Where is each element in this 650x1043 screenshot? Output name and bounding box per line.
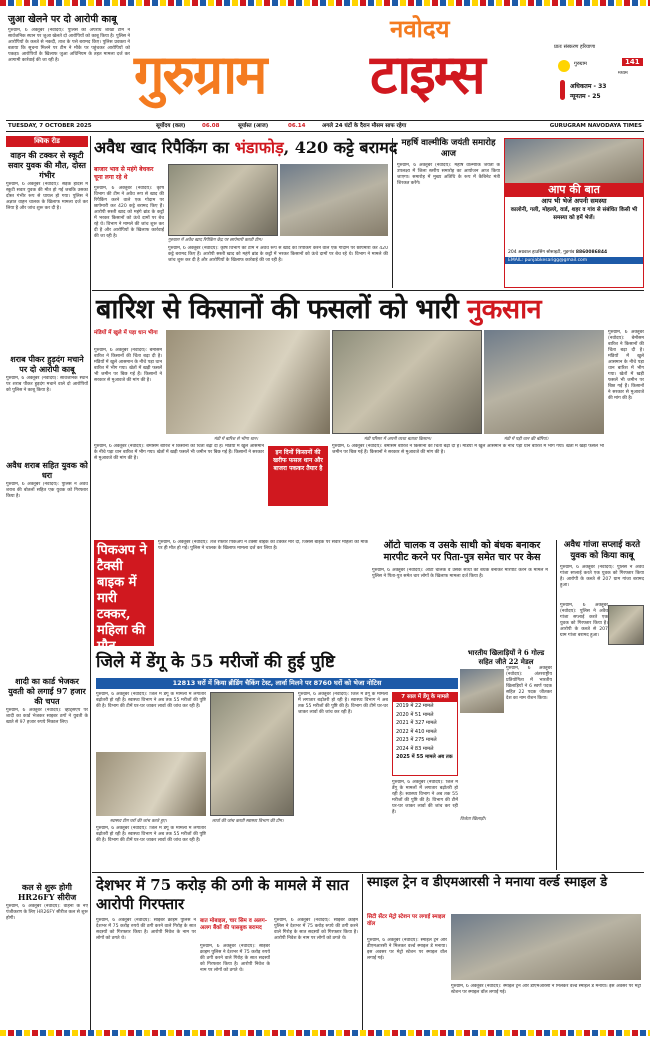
rain-highlight-box: इन दिनों किसानों की खरीफ फसल धान और बाजरा पककर तैयार है — [268, 446, 328, 506]
dengue-sub: 12813 घरों में किया ब्रीडिंग चैकिंग टेस्ट, लार्वा मिलने पर 8760 घरों को भेजा नोटिस — [96, 678, 458, 689]
rain-photo-1 — [166, 330, 330, 434]
edition-label: प्रातः संस्करण हरियाणा — [554, 44, 596, 50]
lead-body: गुरुग्राम, 6 अक्तूबर (नवोदय): कृषि विभाग की टीम ने अवैध रूप से खाद की रिपैकिंग करने वाले एक गोदाम पर छापेमारी कर 420 कट्टे बरामद किए हैं। आरोपी सस्ती खाद को महंगे ब्रांड के कट्टों में भरकर किसानों को ऊंचे दामों पर बेच रहे थे। विभाग ने मामले की जांच शुरू कर दी है और आरोपियों के खिलाफ कार्रवाई की जा रही है। — [94, 186, 164, 239]
fraud-headline: देशभर में 75 करोड़ की ठगी के मामले में सात आरोपी गिरफ्तार — [96, 876, 349, 913]
dengue-year-row: 2024 में 83 मामले — [396, 745, 434, 752]
rain-caption-1: मंडी में बारिश से भीगा धान। — [214, 437, 259, 442]
rain-caption-2: मंडी परिसर में अपनी व्यथा बताता किसान। — [364, 437, 432, 442]
smile-kicker: सिटी सेंटर मेट्रो स्टेशन पर लगाई स्माइल वॉल — [367, 914, 446, 927]
weather-box — [556, 44, 644, 118]
sidebar-story-title: अवैध शराब सहित युवक को धरा — [6, 460, 88, 480]
rain-body-3: गुरुग्राम, 6 अक्तूबर (नवोदय): बेमौसम बारिश ने किसानों की चिंता बढ़ा दी है। मंडियों में खुले आसमान के नीचे पड़ा धान बारिश में भीग गया। खेतों में खड़ी फसलें भी जमीन पर बिछ गई हैं। किसानों ने सरकार से मुआवजे की मांग की है। — [332, 444, 604, 455]
section-rule-2 — [92, 872, 644, 873]
sidebar-story-body: गुरुग्राम, 6 अक्तूबर (नवोदय): वाहनों के नए पंजीकरण के लिए HR26FY सीरीज कल से शुरू होगी। — [6, 904, 88, 921]
masthead-times: टाइम्स — [370, 42, 484, 106]
rain-body: गुरुग्राम, 6 अक्तूबर (नवोदय): बेमौसम बारिश ने किसानों की चिंता बढ़ा दी है। मंडियों में खुले आसमान के नीचे पड़ा धान बारिश में भीग गया। खेतों में खड़ी फसलें भी जमीन पर बिछ गई हैं। किसानों ने सरकार से मुआवजे की मांग की है। — [94, 348, 162, 383]
dengue-caption-2: लार्वा की जांच करती स्वास्थ्य विभाग की टीम। — [212, 819, 284, 824]
aqi-badge: 141 — [622, 58, 643, 66]
sunrise-value: 06.08 — [202, 123, 220, 129]
dengue-body-2: गुरुग्राम, 6 अक्तूबर (नवोदय): जिले में डेंगू के मामलों में लगातार बढ़ोतरी हो रही है। स्वास्थ्य विभाग ने अब तक 55 मरीजों की पुष्टि की है। विभाग की टीमें घर-घर जाकर लार्वा की जांच कर रही हैं। — [96, 826, 206, 843]
section-rule — [92, 290, 644, 291]
quick-read-sidebar — [6, 136, 88, 1036]
ganja-title: अवैध गांजा सप्लाई करते युवक को किया काबू — [563, 540, 641, 561]
sunset-value: 06.14 — [288, 123, 306, 129]
valmiki-body: गुरुग्राम, 6 अक्तूबर (नवोदय): महर्षि वाल्मीकि जयंती के उपलक्ष्य में जिला स्तरीय समारोह का आयोजन आज किया जाएगा। समारोह में मुख्य अतिथि के रूप में कैबिनेट मंत्री शिरकत करेंगे। — [397, 163, 500, 186]
dengue-year-row: 2025 में 55 मामले अब तक — [396, 754, 453, 760]
auto-title: ऑटो चालक व उसके साथी को बंधक बनाकर मारपीट करने पर पिता-पुत्र समेत चार पर केस — [383, 540, 541, 563]
aap-subtitle: आप भी भेजें अपनी समस्या — [541, 197, 607, 205]
aap-address-text: 204 अग्रवाल हाउसिंग सोसाइटी, गुड़गांव — [508, 250, 575, 255]
brand-name: GURUGRAM NAVODAYA TIMES — [549, 123, 642, 129]
smile-photo — [451, 914, 641, 980]
sidebar-story-body: गुरुग्राम, 6 अक्तूबर (नवोदय): सड़क हादसे में स्कूटी सवार युवक की मौत हो गई जबकि उसका दोस्त गंभीर रूप से घायल हो गया। पुलिस ने अज्ञात वाहन चालक के खिलाफ मामला दर्ज कर लिया है और जांच शुरू कर दी है। — [6, 182, 88, 211]
auto-body: गुरुग्राम, 6 अक्तूबर (नवोदय): ऑटो चालक व उसके साथी को बंधक बनाकर मारपीट करने के मामले में पुलिस ने पिता-पुत्र समेत चार लोगों के खिलाफ मामला दर्ज किया है। — [372, 568, 548, 579]
accident-box — [94, 540, 154, 654]
smile-headline: स्माइल ट्रेन व डीएमआरसी ने मनाया वर्ल्ड स्माइल डे — [367, 875, 608, 890]
sidebar-story-body: गुरुग्राम, 6 अक्तूबर (नवोदय): पुलिस ने अवैध शराब की बोतलों सहित एक युवक को गिरफ्तार किया है। — [6, 482, 88, 499]
fraud-kicker: बात मोबाइल, चार सिम व अलग-अलग बैंकों की पासबुक बरामद — [200, 918, 268, 931]
masthead — [134, 12, 544, 112]
lead-story — [94, 138, 398, 288]
quick-read-header: क्विक रीड — [6, 136, 88, 147]
dengue-year-row: 2023 में 275 मामले — [396, 737, 437, 743]
dengue-year-row: 2020 में 51 मामले — [396, 711, 434, 718]
weather-city: गुरुग्राम — [574, 61, 587, 67]
lead-body-2: गुरुग्राम, 6 अक्तूबर (नवोदय): कृषि विभाग की टीम ने अवैध रूप से खाद की रिपैकिंग करने वाले एक गोदाम पर छापेमारी कर 420 कट्टे बरामद किए हैं। आरोपी सस्ती खाद को महंगे ब्रांड के कट्टों में भरकर किसानों को ऊंचे दामों पर बेच रहे थे। विभाग ने मामले की जांच शुरू कर दी है और आरोपियों के खिलाफ कार्रवाई की जा रही है। — [168, 246, 388, 263]
dengue-stats-title: 7 साल में डेंगू के मामले — [393, 693, 457, 702]
date-bar — [6, 120, 644, 132]
aap-email: EMAIL: punjabkesarigg@gmail.com — [505, 257, 643, 264]
fraud-body-3: गुरुग्राम, 6 अक्तूबर (नवोदय): साइबर क्राइम पुलिस ने देशभर में 75 करोड़ रुपये की ठगी करने वाले गिरोह के सात सदस्यों को गिरफ्तार किया है। आरोपी निवेश के नाम पर लोगों को ठगते थे। — [274, 918, 358, 941]
fraud-body-2: गुरुग्राम, 6 अक्तूबर (नवोदय): साइबर क्राइम पुलिस ने देशभर में 75 करोड़ रुपये की ठगी करने वाले गिरोह के सात सदस्यों को गिरफ्तार किया है। आरोपी निवेश के नाम पर लोगों को ठगते थे। — [200, 944, 270, 973]
aap-ki-baat-box — [504, 138, 644, 288]
sidebar-story-body: गुरुग्राम, 6 अक्तूबर (नवोदय): सार्वजनिक स्थान पर शराब पीकर हुड़दंग मचाने वाले दो आरोपियों को पुलिस ने काबू किया है। — [6, 376, 88, 393]
smile-body: गुरुग्राम, 6 अक्तूबर (नवोदय): स्माइल ट्रेन और डीएमआरसी ने मिलकर वर्ल्ड स्माइल डे मनाया। इस अवसर पर मेट्रो स्टेशन पर स्माइल वॉल लगाई गई। — [367, 938, 447, 961]
lead-caption: गुरुग्राम में अवैध खाद रिपैकिंग केंद्र पर छापेमारी करती टीम। — [168, 238, 263, 243]
registration-strip — [0, 0, 650, 6]
aqi-label: मध्यम — [618, 71, 628, 76]
top-story — [8, 14, 130, 98]
dengue-year-row: 2019 में 22 मामले — [396, 703, 434, 709]
date: TUESDAY, 7 OCTOBER 2025 — [8, 123, 92, 129]
dengue-year-row: 2021 में 327 मामले — [396, 720, 437, 726]
fraud-body: गुरुग्राम, 6 अक्तूबर (नवोदय): साइबर क्राइम पुलिस ने देशभर में 75 करोड़ रुपये की ठगी करने वाले गिरोह के सात सदस्यों को गिरफ्तार किया है। आरोपी निवेश के नाम पर लोगों को ठगते थे। — [96, 918, 196, 941]
lead-headline-b: भंडाफोड़ — [234, 138, 284, 157]
aap-phone: 8860086844 — [575, 250, 608, 255]
smile-body-2: गुरुग्राम, 6 अक्तूबर (नवोदय): स्माइल ट्रेन और डीएमआरसी ने मिलकर वर्ल्ड स्माइल डे मनाया। इस अवसर पर मेट्रो स्टेशन पर स्माइल वॉल लगाई गई। — [451, 984, 641, 995]
sunrise-label: सूर्योदय (कल) — [156, 123, 186, 129]
rain-body-2: गुरुग्राम, 6 अक्तूबर (नवोदय): बेमौसम बारिश ने किसानों की चिंता बढ़ा दी है। मंडियों में खुले आसमान के नीचे पड़ा धान बारिश में भीग गया। खेतों में खड़ी फसलें भी जमीन पर बिछ गई हैं। किसानों ने सरकार से मुआवजे की मांग की है। — [94, 444, 264, 461]
ganja-photo — [608, 605, 644, 645]
sidebar-story-body: गुरुग्राम, 6 अक्तूबर (नवोदय): व्हाट्सएप पर शादी का कार्ड भेजकर साइबर ठगों ने युवती के खाते से 97 हजार रुपये निकाल लिए। — [6, 708, 88, 725]
dengue-photo-2 — [210, 692, 294, 816]
dengue-headline: जिले में डेंगू के 55 मरीजों की हुई पुष्टि — [96, 652, 335, 672]
sidebar-divider — [90, 136, 91, 1036]
protest-photo — [505, 139, 643, 183]
dengue-year-row: 2022 में 410 मामले — [396, 728, 437, 735]
aap-title: आप की बात — [505, 183, 643, 197]
lead-photo — [168, 164, 278, 236]
sidebar-story-title: कल से शुरू होगी HR26FY सीरीज — [17, 882, 77, 902]
ganja-body-2: गुरुग्राम, 6 अक्तूबर (नवोदय): पुलिस ने अवैध गांजा सप्लाई करते एक युवक को गिरफ्तार किया है। आरोपी के कब्जे से 207 ग्राम गांजा बरामद हुआ। — [560, 603, 608, 638]
rain-body-right: गुरुग्राम, 6 अक्तूबर (नवोदय): बेमौसम बारिश ने किसानों की चिंता बढ़ा दी है। मंडियों में खुले आसमान के नीचे पड़ा धान बारिश में भीग गया। खेतों में खड़ी फसलें भी जमीन पर बिछ गई हैं। किसानों ने सरकार से मुआवजे की मांग की है। — [608, 330, 644, 401]
players-caption: विजेता खिलाड़ी। — [460, 817, 486, 822]
accident-body: गुरुग्राम, 6 अक्तूबर (नवोदय): तेज रफ्तार पिकअप ने टैक्सी बाइक को टक्कर मार दी, जिससे बाइक पर सवार महिला की मौके पर ही मौत हो गई। पुलिस ने चालक के खिलाफ मामला दर्ज कर लिया है। — [158, 540, 368, 551]
masthead-name: गुरुग्राम — [134, 42, 266, 106]
registration-mark — [0, 1030, 650, 1036]
top-story-body: गुरुग्राम, 6 अक्तूबर (नवोदय): पुलिस की अपराध शाखा टीम ने सार्वजनिक स्थान पर जुआ खेलते दो आरोपियों को काबू किया है। पुलिस ने आरोपियों के कब्जे से नकदी, ताश के पत्ते बरामद किए। पुलिस प्रवक्ता ने बताया कि सूचना मिलने पर टीम ने मौके पर पहुंचकर आरोपियों को पकड़ा। आरोपियों के खिलाफ जुआ अधिनियम के तहत मामला दर्ज कर आगामी कार्रवाई की जा रही है। — [8, 28, 130, 63]
rain-kicker: मंडियों में खुले में पड़ा धान भीगा — [94, 330, 158, 336]
players-story — [460, 648, 552, 870]
weather-tagline: अगले 24 घंटों के दैरान मौसम साफ रहेगा — [322, 123, 407, 129]
aap-body: कालोनी, गली, मोहल्ले, वार्ड, शहर व गांव से संबंधित किसी भी समस्या को हमें भेजें। — [510, 207, 638, 221]
dengue-photo-1 — [96, 752, 206, 816]
smile-story — [362, 874, 644, 1036]
sidebar-story-title: वाहन की टक्कर से स्कूटी सवार युवक की मौत, दोस्त गंभीर — [8, 150, 86, 180]
rain-photo-3 — [484, 330, 604, 434]
ganja-story — [556, 540, 644, 870]
temp-min: न्यूनतम - 25 — [570, 93, 601, 100]
temp-max: अधिकतम - 33 — [570, 83, 607, 90]
lead-headline-c: , 420 कट्टे बरामद — [283, 138, 398, 157]
rain-section — [94, 330, 644, 536]
masthead-navodaya: नवोदय — [390, 14, 450, 43]
rain-photo-2 — [332, 330, 482, 434]
dengue-body: गुरुग्राम, 6 अक्तूबर (नवोदय): जिले में डेंगू के मामलों में लगातार बढ़ोतरी हो रही है। स्वास्थ्य विभाग ने अब तक 55 मरीजों की पुष्टि की है। विभाग की टीमें घर-घर जाकर लार्वा की जांच कर रही हैं। — [96, 692, 206, 709]
rain-headline — [96, 292, 644, 328]
sidebar-story-title: शराब पीकर हुड़दंग मचाने पर दो आरोपी काबू — [10, 354, 84, 374]
dengue-caption-1: स्वास्थ्य टीम घरों की जांच करते हुए। — [110, 819, 167, 824]
lead-headline — [94, 138, 398, 158]
dengue-body-4: गुरुग्राम, 6 अक्तूबर (नवोदय): जिले में डेंगू के मामलों में लगातार बढ़ोतरी हो रही है। स्वास्थ्य विभाग ने अब तक 55 मरीजों की पुष्टि की है। विभाग की टीमें घर-घर जाकर लार्वा की जांच कर रही हैं। — [392, 780, 458, 815]
dengue-body-3: गुरुग्राम, 6 अक्तूबर (नवोदय): जिले में डेंगू के मामलों में लगातार बढ़ोतरी हो रही है। स्वास्थ्य विभाग ने अब तक 55 मरीजों की पुष्टि की है। विभाग की टीमें घर-घर जाकर लार्वा की जांच कर रही हैं। — [298, 692, 388, 715]
valmiki-title: महर्षि वाल्मीकि जयंती समारोह आज — [401, 138, 496, 159]
players-photo — [460, 669, 504, 713]
rain-headline-b: नुकसान — [467, 294, 542, 325]
players-body: गुरुग्राम, 6 अक्तूबर (नवोदय): अंतरराष्ट्रीय प्रतियोगिता में भारतीय खिलाड़ियों ने 6 स्वर्ण पदक सहित 22 पदक जीतकर देश का नाम रोशन किया। — [506, 666, 552, 701]
rain-caption-3: मंडी में पड़ी धान की बोरियां। — [504, 437, 549, 442]
top-story-title: जुआ खेलने पर दो आरोपी काबू — [8, 14, 117, 25]
lead-photo-2 — [280, 164, 388, 236]
players-title: भारतीय खिलाड़ियों ने 6 गोल्ड सहित जीते 22 मेडल — [467, 648, 545, 666]
lead-headline-a: अवैध खाद रिपैकिंग का — [94, 138, 230, 157]
valmiki-story — [392, 138, 500, 288]
thermometer-icon — [560, 80, 565, 100]
aap-address — [505, 250, 643, 256]
sunset-label: सूर्यास्त (आज) — [238, 123, 269, 129]
sidebar-story-title: शादी का कार्ड भेजकर युवती को लगाई 97 हजार की चपत — [8, 676, 86, 706]
sun-icon — [558, 60, 570, 72]
accident-headline: पिकअप ने टैक्सी बाइक में मारी टक्कर, महिला की मौत — [97, 543, 147, 654]
dengue-stats-box — [392, 692, 458, 776]
ganja-body: गुरुग्राम, 6 अक्तूबर (नवोदय): पुलिस ने अवैध गांजा सप्लाई करते एक युवक को गिरफ्तार किया है। आरोपी के कब्जे से 207 ग्राम गांजा बरामद हुआ। — [560, 565, 644, 588]
rain-headline-a: बारिश से किसानों की फसलों को भारी — [96, 294, 459, 325]
lead-kicker: बाजार भाव से महंगे बेचकर चूना लगा रहे थे — [94, 166, 154, 181]
